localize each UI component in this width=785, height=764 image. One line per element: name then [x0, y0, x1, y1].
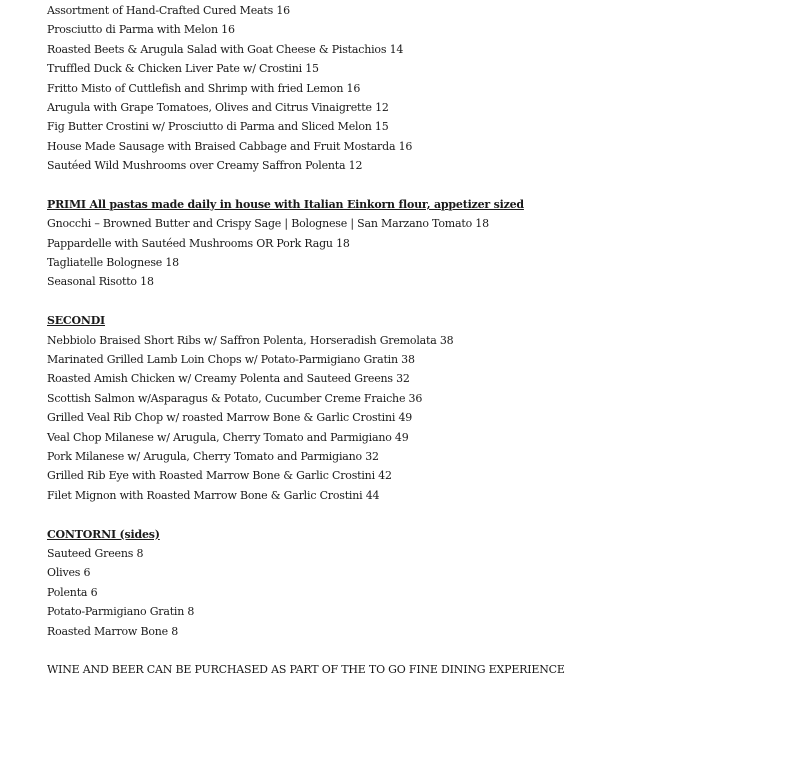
menu-item: Filet Mignon with Roasted Marrow Bone & Garlic Crostini 44 — [47, 488, 380, 502]
menu-item: Sautéed Wild Mushrooms over Creamy Saffron Polenta 12 — [47, 159, 363, 173]
primi-heading: PRIMI All pastas made daily in house with Italian Einkorn flour, appetizer sized — [47, 197, 524, 211]
menu-item: Grilled Veal Rib Chop w/ roasted Marrow Bone & Garlic Crostini 49 — [47, 411, 413, 425]
section-spacer — [47, 641, 767, 660]
menu-item: Gnocchi – Browned Butter and Crispy Sage | Bolognese | San Marzano Tomato 18 — [47, 217, 489, 231]
menu-item: Nebbiolo Braised Short Ribs w/ Saffron Polenta, Horseradish Gremolata 38 — [47, 333, 454, 347]
menu-item: Pappardelle with Sautéed Mushrooms OR Pork Ragu 18 — [47, 236, 350, 250]
menu-item: Assortment of Hand-Crafted Cured Meats 16 — [47, 4, 290, 17]
menu-item: Potato-Parmigiano Gratin 8 — [47, 605, 195, 619]
menu-item: Seasonal Risotto 18 — [47, 275, 154, 289]
contorni-heading: CONTORNI (sides) — [47, 527, 160, 541]
menu-item: Truffled Duck & Chicken Liver Pate w/ Crostini 15 — [47, 62, 319, 76]
menu-item: Olives 6 — [47, 566, 91, 580]
menu-item: Roasted Beets & Arugula Salad with Goat Cheese & Pistachios 14 — [47, 42, 404, 56]
menu-item: Scottish Salmon w/Asparagus & Potato, Cucumber Creme Fraiche 36 — [47, 391, 423, 405]
menu-item: Polenta 6 — [47, 585, 98, 599]
menu-item: Sauteed Greens 8 — [47, 546, 144, 560]
contorni-section — [47, 525, 767, 641]
footer-note: WINE AND BEER CAN BE PURCHASED AS PART OF THE TO GO FINE DINING EXPERIENCE — [47, 663, 565, 677]
secondi-section — [47, 311, 767, 505]
section-spacer — [47, 176, 767, 195]
menu-item: Fig Butter Crostini w/ Prosciutto di Parma and Sliced Melon 15 — [47, 120, 389, 134]
primi-section — [47, 195, 767, 292]
secondi-heading: SECONDI — [47, 314, 106, 328]
menu-item: Marinated Grilled Lamb Loin Chops w/ Potato-Parmigiano Gratin 38 — [47, 353, 415, 367]
antipasti-section — [47, 1, 767, 176]
menu-item: House Made Sausage with Braised Cabbage and Fruit Mostarda 16 — [47, 139, 413, 153]
menu-item: Roasted Marrow Bone 8 — [47, 624, 179, 638]
section-spacer — [47, 292, 767, 311]
menu-item: Pork Milanese w/ Arugula, Cherry Tomato and Parmigiano 32 — [47, 449, 379, 463]
menu-item: Prosciutto di Parma with Melon 16 — [47, 23, 235, 37]
menu-item: Roasted Amish Chicken w/ Creamy Polenta and Sauteed Greens 32 — [47, 372, 410, 386]
menu-item: Grilled Rib Eye with Roasted Marrow Bone & Garlic Crostini 42 — [47, 469, 392, 483]
menu-item: Fritto Misto of Cuttlefish and Shrimp with fried Lemon 16 — [47, 81, 361, 95]
menu-item: Veal Chop Milanese w/ Arugula, Cherry Tomato and Parmigiano 49 — [47, 430, 409, 444]
menu-item: Arugula with Grape Tomatoes, Olives and Citrus Vinaigrette 12 — [47, 100, 389, 114]
menu-document — [47, 1, 767, 680]
menu-item: Tagliatelle Bolognese 18 — [47, 256, 179, 270]
section-spacer — [47, 505, 767, 524]
